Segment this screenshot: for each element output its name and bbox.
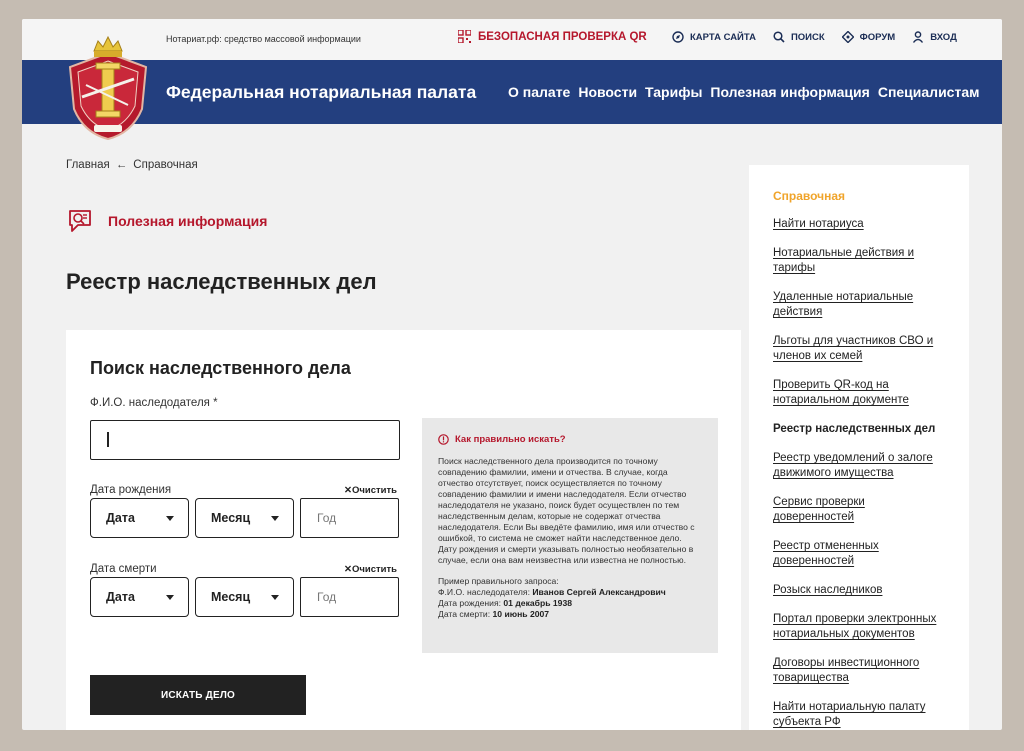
main-header (22, 60, 1002, 124)
birth-date-label: Дата рождения (90, 484, 172, 496)
breadcrumb-arrow-icon: ← (115, 159, 128, 171)
nav-item-useful-info[interactable]: Полезная информация (710, 84, 870, 100)
search-icon (773, 31, 785, 43)
hint-body: Поиск наследственного дела производится по точному совпадению фамилии, имени и отчества. В случае, когда отчество отсутствует, поиск осуществляется по точному совпадению фамилии и имени наследодателя. Если отчество наследодателя не указано, поиск будет осуществлен по тем наследственным делам, которые не содержат отчества наследодателя. Если Вы введёте фамилию, имя или отчество с ошибкой, то система не сможет найти наследственное дело. Дату рождения и смерти указывать полностью необязательно в случае, если она вам неизвестна или известна не полностью. (438, 456, 695, 565)
close-icon: ✕ (344, 485, 352, 496)
reference-sidebar (749, 165, 969, 730)
example-fio-value: Иванов Сергей Александрович (532, 587, 666, 597)
example-death (438, 609, 702, 620)
nav-item-tariffs[interactable]: Тарифы (645, 84, 703, 100)
sidebar-item-remote-actions[interactable]: Удаленные нотариальные действия (773, 291, 914, 318)
sidebar-item-inheritance-registry[interactable]: Реестр наследственных дел (773, 423, 936, 435)
birth-year-input[interactable] (300, 498, 399, 538)
death-day-select[interactable] (90, 577, 189, 617)
qr-check-label: БЕЗОПАСНАЯ ПРОВЕРКА QR (478, 30, 647, 43)
search-hint-box (422, 418, 718, 653)
example-title: Пример правильного запроса: (438, 576, 559, 586)
birth-day-value: Дата (106, 511, 135, 525)
login-label: ВХОД (930, 31, 957, 43)
browser-viewport (22, 19, 1002, 730)
hint-example (438, 576, 702, 620)
sidebar-item-svo-benefits[interactable]: Льготы для участников СВО и членов их семей (773, 335, 934, 362)
forum-label: ФОРУМ (859, 31, 896, 43)
forum-link[interactable] (842, 31, 896, 43)
section-label: Полезная информация (108, 213, 268, 229)
hint-heading (438, 434, 702, 445)
sidebar-item-pledge-registry[interactable]: Реестр уведомлений о залоге движимого имущества (773, 452, 933, 479)
site-tagline: Нотариат.рф: средство массовой информации (166, 34, 361, 44)
example-fio-label: Ф.И.О. наследодателя: (438, 587, 530, 597)
fio-input[interactable] (90, 420, 400, 460)
sidebar-item-investment-agreements[interactable]: Договоры инвестиционного товарищества (773, 657, 920, 684)
text-cursor (107, 432, 109, 447)
qr-code-icon (458, 30, 471, 43)
forum-icon (842, 31, 854, 43)
chevron-down-icon (271, 595, 279, 600)
birth-clear-button[interactable] (344, 485, 397, 496)
page-title: Реестр наследственных дел (66, 269, 377, 294)
death-day-value: Дата (106, 590, 135, 604)
hint-title: Как правильно искать? (455, 434, 566, 445)
sidebar-item-notarial-actions[interactable]: Нотариальные действия и тарифы (773, 247, 915, 274)
site-title[interactable]: Федеральная нотариальная палата (166, 82, 477, 102)
nav-item-about[interactable]: О палате (508, 84, 571, 100)
birth-day-select[interactable] (90, 498, 189, 538)
chevron-down-icon (166, 595, 174, 600)
user-icon (912, 31, 924, 43)
search-case-button[interactable]: ИСКАТЬ ДЕЛО (90, 675, 306, 715)
example-birth-label: Дата рождения: (438, 598, 502, 608)
search-label: ПОИСК (790, 31, 825, 43)
death-clear-button[interactable] (344, 564, 397, 575)
breadcrumb (66, 159, 198, 171)
sitemap-label: КАРТА САЙТА (690, 31, 756, 43)
fio-label: Ф.И.О. наследодателя * (90, 397, 218, 409)
sidebar-item-qr-check[interactable]: Проверить QR-код на нотариальном документе (773, 379, 909, 406)
top-links (672, 31, 957, 43)
sidebar-item-revoked-poa[interactable]: Реестр отмененных доверенностей (773, 540, 879, 567)
birth-month-value: Месяц (211, 511, 251, 525)
death-month-select[interactable] (195, 577, 294, 617)
qr-check-link[interactable] (458, 30, 647, 43)
section-link[interactable] (66, 207, 267, 235)
death-month-value: Месяц (211, 590, 251, 604)
chevron-down-icon (271, 516, 279, 521)
birth-clear-label: Очистить (351, 485, 397, 496)
example-fio (438, 587, 702, 598)
example-birth-value: 01 декабрь 1938 (503, 598, 573, 608)
notary-chamber-emblem-logo[interactable] (62, 35, 154, 143)
search-form-card (66, 330, 741, 730)
search-link[interactable] (773, 31, 825, 43)
sidebar-item-regional-chamber[interactable]: Найти нотариальную палату субъекта РФ (773, 701, 926, 728)
breadcrumb-current[interactable]: Справочная (133, 159, 198, 171)
chat-search-icon (66, 207, 94, 235)
top-utility-bar (22, 19, 1002, 60)
death-year-input[interactable] (300, 577, 399, 617)
nav-item-news[interactable]: Новости (578, 84, 638, 100)
login-link[interactable] (912, 31, 957, 43)
compass-icon (672, 31, 684, 43)
chevron-down-icon (166, 516, 174, 521)
sidebar-item-power-of-attorney-check[interactable]: Сервис проверки доверенностей (773, 496, 865, 523)
form-title: Поиск наследственного дела (90, 358, 351, 378)
main-nav (508, 84, 979, 100)
death-date-label: Дата смерти (90, 563, 157, 575)
sidebar-item-e-docs-portal[interactable]: Портал проверки электронных нотариальных документов (773, 613, 937, 640)
breadcrumb-home[interactable]: Главная (66, 159, 110, 171)
sidebar-item-find-notary[interactable]: Найти нотариуса (773, 218, 864, 230)
example-death-label: Дата смерти: (438, 609, 491, 619)
sitemap-link[interactable] (672, 31, 756, 43)
nav-item-specialists[interactable]: Специалистам (877, 84, 980, 100)
close-icon: ✕ (344, 564, 352, 575)
birth-month-select[interactable] (195, 498, 294, 538)
example-death-value: 10 июнь 2007 (492, 609, 550, 619)
example-birth (438, 598, 702, 609)
death-year-placeholder: Год (317, 590, 337, 604)
death-clear-label: Очистить (351, 564, 397, 575)
info-icon (438, 434, 449, 445)
sidebar-item-heir-search[interactable]: Розыск наследников (773, 584, 883, 596)
sidebar-heading[interactable]: Справочная (773, 189, 846, 203)
birth-year-placeholder: Год (317, 511, 337, 525)
